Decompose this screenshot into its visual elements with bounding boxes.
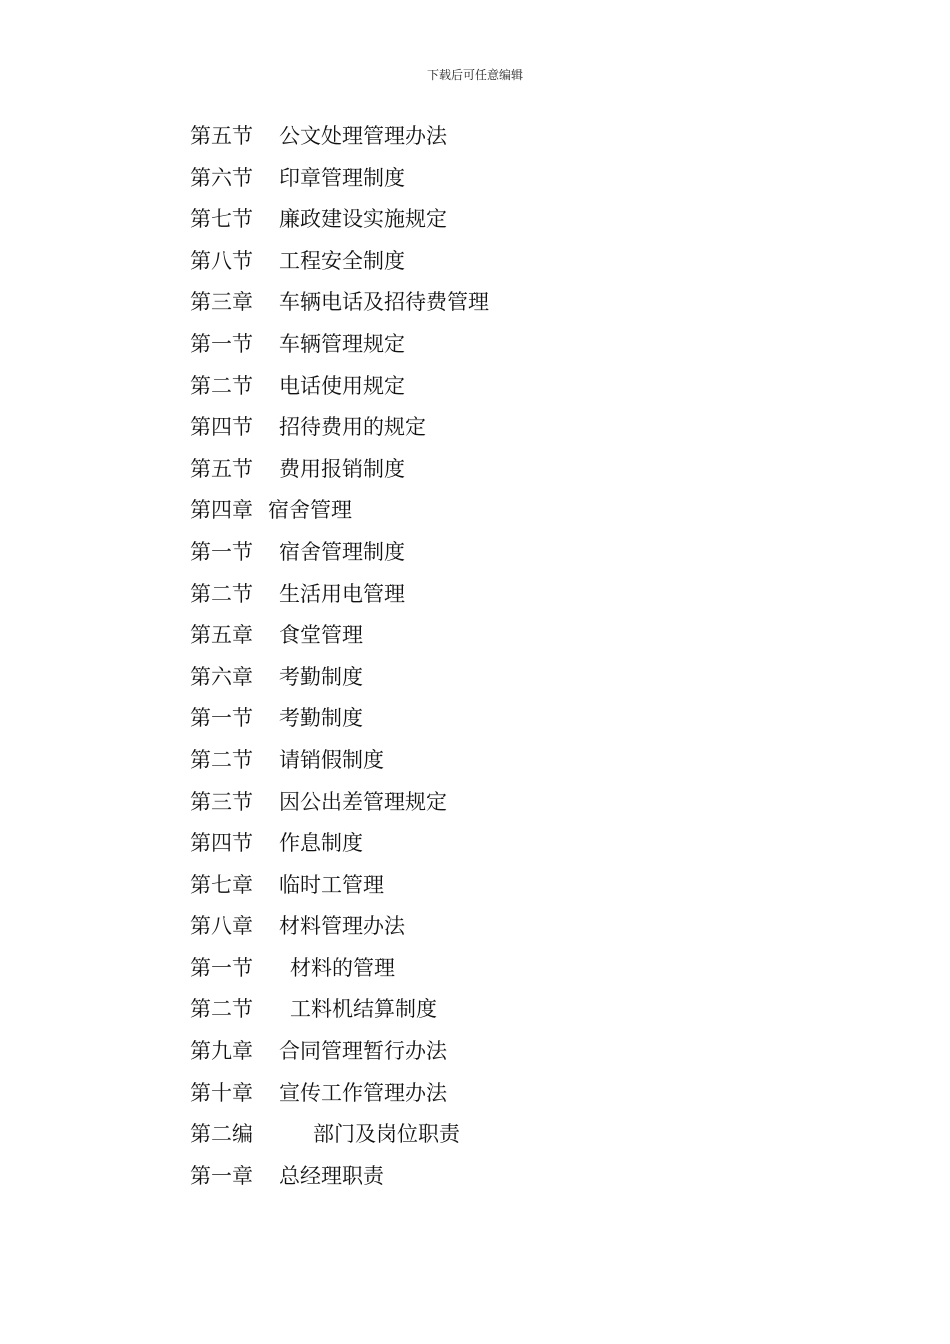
toc-entry — [190, 740, 890, 782]
toc-entry-title: 宣传工作管理办法 — [279, 1080, 447, 1105]
toc-entry — [190, 282, 890, 324]
toc-entry-title: 工料机结算制度 — [290, 997, 437, 1022]
toc-entry-label: 第二节 — [190, 581, 253, 606]
toc-entry — [190, 906, 890, 948]
toc-entry-label: 第二编 — [190, 1122, 253, 1147]
toc-entry — [190, 366, 890, 408]
toc-entry-title: 总经理职责 — [279, 1163, 384, 1188]
toc-entry — [190, 657, 890, 699]
toc-entry-label: 第二节 — [190, 997, 253, 1022]
table-of-contents — [190, 116, 890, 1197]
header-note: 下载后可任意编辑 — [426, 68, 523, 82]
toc-entry-label: 第六节 — [190, 165, 253, 190]
toc-entry-label: 第二节 — [190, 373, 253, 398]
toc-entry-label: 第二节 — [190, 747, 253, 772]
toc-entry — [190, 823, 890, 865]
toc-entry — [190, 532, 890, 574]
toc-entry — [190, 1156, 890, 1198]
toc-entry-label: 第一节 — [190, 331, 253, 356]
toc-entry-label: 第四章 — [190, 498, 253, 523]
toc-entry-title: 廉政建设实施规定 — [279, 207, 447, 232]
toc-entry-title: 宿舍管理制度 — [279, 539, 405, 564]
toc-entry — [190, 615, 890, 657]
toc-entry-title: 电话使用规定 — [279, 373, 405, 398]
toc-entry — [190, 158, 890, 200]
toc-entry-title: 车辆管理规定 — [279, 331, 405, 356]
toc-entry-title: 考勤制度 — [279, 664, 363, 689]
toc-entry-label: 第七节 — [190, 207, 253, 232]
toc-entry-title: 材料的管理 — [290, 955, 395, 980]
toc-entry-title: 合同管理暂行办法 — [279, 1039, 447, 1064]
toc-entry — [190, 782, 890, 824]
toc-entry — [190, 449, 890, 491]
toc-entry-label: 第一节 — [190, 706, 253, 731]
toc-entry-title: 作息制度 — [279, 831, 363, 856]
toc-entry — [190, 324, 890, 366]
toc-entry-label: 第八章 — [190, 914, 253, 939]
toc-entry — [190, 490, 890, 532]
toc-entry-label: 第四节 — [190, 831, 253, 856]
toc-entry-label: 第九章 — [190, 1039, 253, 1064]
toc-entry-title: 车辆电话及招待费管理 — [279, 290, 489, 315]
toc-entry-label: 第三章 — [190, 290, 253, 315]
toc-entry-label: 第五节 — [190, 124, 253, 148]
toc-entry — [190, 698, 890, 740]
toc-entry-title: 材料管理办法 — [279, 914, 405, 939]
toc-entry-title: 费用报销制度 — [279, 456, 405, 481]
toc-entry — [190, 1073, 890, 1115]
toc-entry — [190, 1114, 890, 1156]
toc-entry — [190, 199, 890, 241]
toc-entry — [190, 989, 890, 1031]
toc-entry-title: 公文处理管理办法 — [279, 124, 447, 148]
toc-entry-label: 第三节 — [190, 789, 253, 814]
toc-entry-title: 食堂管理 — [279, 623, 363, 648]
toc-entry-title: 因公出差管理规定 — [279, 789, 447, 814]
toc-entry — [190, 865, 890, 907]
toc-entry-label: 第五节 — [190, 456, 253, 481]
toc-entry-title: 宿舍管理 — [268, 498, 352, 523]
toc-entry-label: 第一节 — [190, 539, 253, 564]
toc-entry — [190, 948, 890, 990]
toc-entry-title: 请销假制度 — [279, 747, 384, 772]
toc-entry — [190, 116, 890, 158]
toc-entry — [190, 407, 890, 449]
toc-entry-label: 第八节 — [190, 248, 253, 273]
toc-entry-label: 第一章 — [190, 1163, 253, 1188]
toc-entry-label: 第十章 — [190, 1080, 253, 1105]
toc-entry-label: 第六章 — [190, 664, 253, 689]
toc-entry-title: 印章管理制度 — [279, 165, 405, 190]
toc-entry-title: 临时工管理 — [279, 872, 384, 897]
toc-entry-label: 第四节 — [190, 415, 253, 440]
toc-entry-label: 第五章 — [190, 623, 253, 648]
toc-entry — [190, 574, 890, 616]
toc-entry — [190, 241, 890, 283]
toc-entry-title: 生活用电管理 — [279, 581, 405, 606]
toc-entry-label: 第一节 — [190, 955, 253, 980]
toc-entry-label: 第七章 — [190, 872, 253, 897]
toc-entry-title: 部门及岗位职责 — [313, 1122, 460, 1147]
toc-entry-title: 考勤制度 — [279, 706, 363, 731]
toc-entry-title: 工程安全制度 — [279, 248, 405, 273]
toc-entry-title: 招待费用的规定 — [279, 415, 426, 440]
toc-entry — [190, 1031, 890, 1073]
